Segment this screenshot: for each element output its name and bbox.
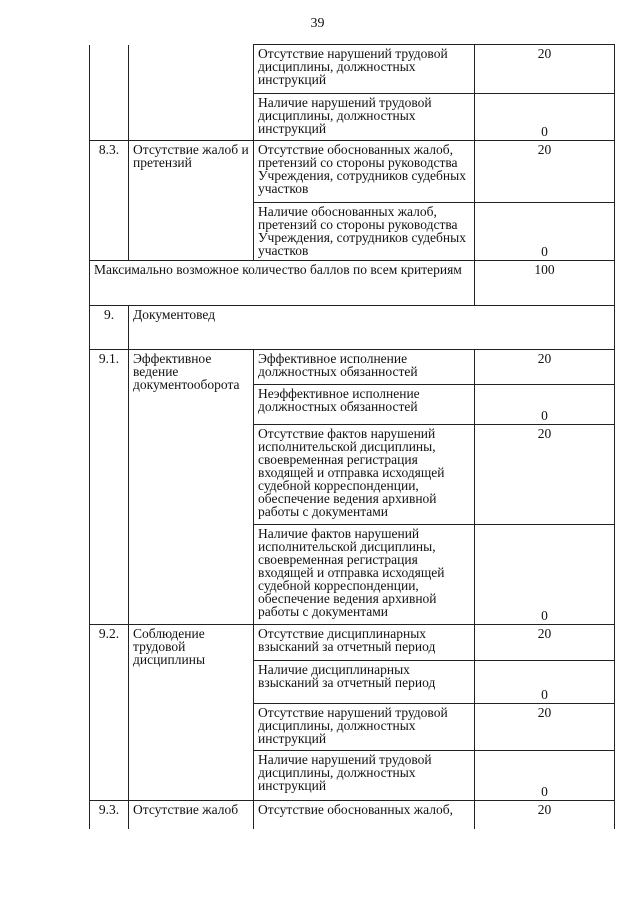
points-cell: 0 — [475, 385, 615, 425]
points-cell: 20 — [475, 625, 615, 661]
section-number: 9. — [90, 306, 129, 350]
points-cell: 0 — [475, 203, 615, 261]
points-cell: 0 — [475, 661, 615, 704]
points-cell: 20 — [475, 704, 615, 751]
table-row — [90, 801, 615, 829]
table-row — [90, 306, 615, 350]
criterion-cell: Отсутствие нарушений трудовой дисциплины, должностных инструкций — [254, 45, 475, 94]
points-cell: 20 — [475, 350, 615, 385]
criterion-cell: Неэффективное исполнение должностных обязанностей — [254, 385, 475, 425]
criteria-table — [89, 44, 615, 829]
page-number: 39 — [310, 16, 325, 31]
total-points: 100 — [475, 261, 615, 306]
criterion-cell: Наличие дисциплинарных взысканий за отчетный период — [254, 661, 475, 704]
indicator-cell: Отсутствие жалоб — [129, 801, 254, 829]
table-row — [90, 141, 615, 203]
criterion-cell: Наличие нарушений трудовой дисциплины, должностных инструкций — [254, 94, 475, 141]
indicator-cell — [129, 45, 254, 141]
table-row — [90, 45, 615, 94]
table-row — [90, 261, 615, 306]
total-label: Максимально возможное количество баллов по всем критериям — [90, 261, 475, 306]
points-cell: 0 — [475, 94, 615, 141]
points-cell: 0 — [475, 525, 615, 625]
criterion-cell: Отсутствие обоснованных жалоб, — [254, 801, 475, 829]
criterion-cell: Отсутствие обоснованных жалоб, претензий со стороны руководства Учреждения, сотрудников судебных участков — [254, 141, 475, 203]
criterion-cell: Наличие обоснованных жалоб, претензий со стороны руководства Учреждения, сотрудников судебных участков — [254, 203, 475, 261]
table-row — [90, 350, 615, 385]
criterion-cell: Наличие нарушений трудовой дисциплины, должностных инструкций — [254, 751, 475, 801]
section-number: 9.2. — [90, 625, 129, 801]
section-number: 9.1. — [90, 350, 129, 625]
section-number: 9.3. — [90, 801, 129, 829]
points-cell: 20 — [475, 801, 615, 829]
criterion-cell: Наличие фактов нарушений исполнительской дисциплины, своевременная регистрация входящей и отправка исходящей судебной корреспонденции, обеспечение ведения архивной работы с документами — [254, 525, 475, 625]
points-cell: 20 — [475, 141, 615, 203]
points-cell: 20 — [475, 45, 615, 94]
points-cell: 20 — [475, 425, 615, 525]
criterion-cell: Отсутствие фактов нарушений исполнительской дисциплины, своевременная регистрация входящей и отправка исходящей судебной корреспонденции, обеспечение ведения архивной работы с документами — [254, 425, 475, 525]
criterion-cell: Отсутствие нарушений трудовой дисциплины, должностных инструкций — [254, 704, 475, 751]
section-title: Документовед — [129, 306, 615, 350]
num-cell — [90, 45, 129, 141]
indicator-cell: Соблюдение трудовой дисциплины — [129, 625, 254, 801]
table-row — [90, 625, 615, 661]
criterion-cell: Отсутствие дисциплинарных взысканий за отчетный период — [254, 625, 475, 661]
indicator-cell: Эффективное ведение документооборота — [129, 350, 254, 625]
criterion-cell: Эффективное исполнение должностных обязанностей — [254, 350, 475, 385]
indicator-cell: Отсутствие жалоб и претензий — [129, 141, 254, 261]
section-number: 8.3. — [90, 141, 129, 261]
points-cell: 0 — [475, 751, 615, 801]
